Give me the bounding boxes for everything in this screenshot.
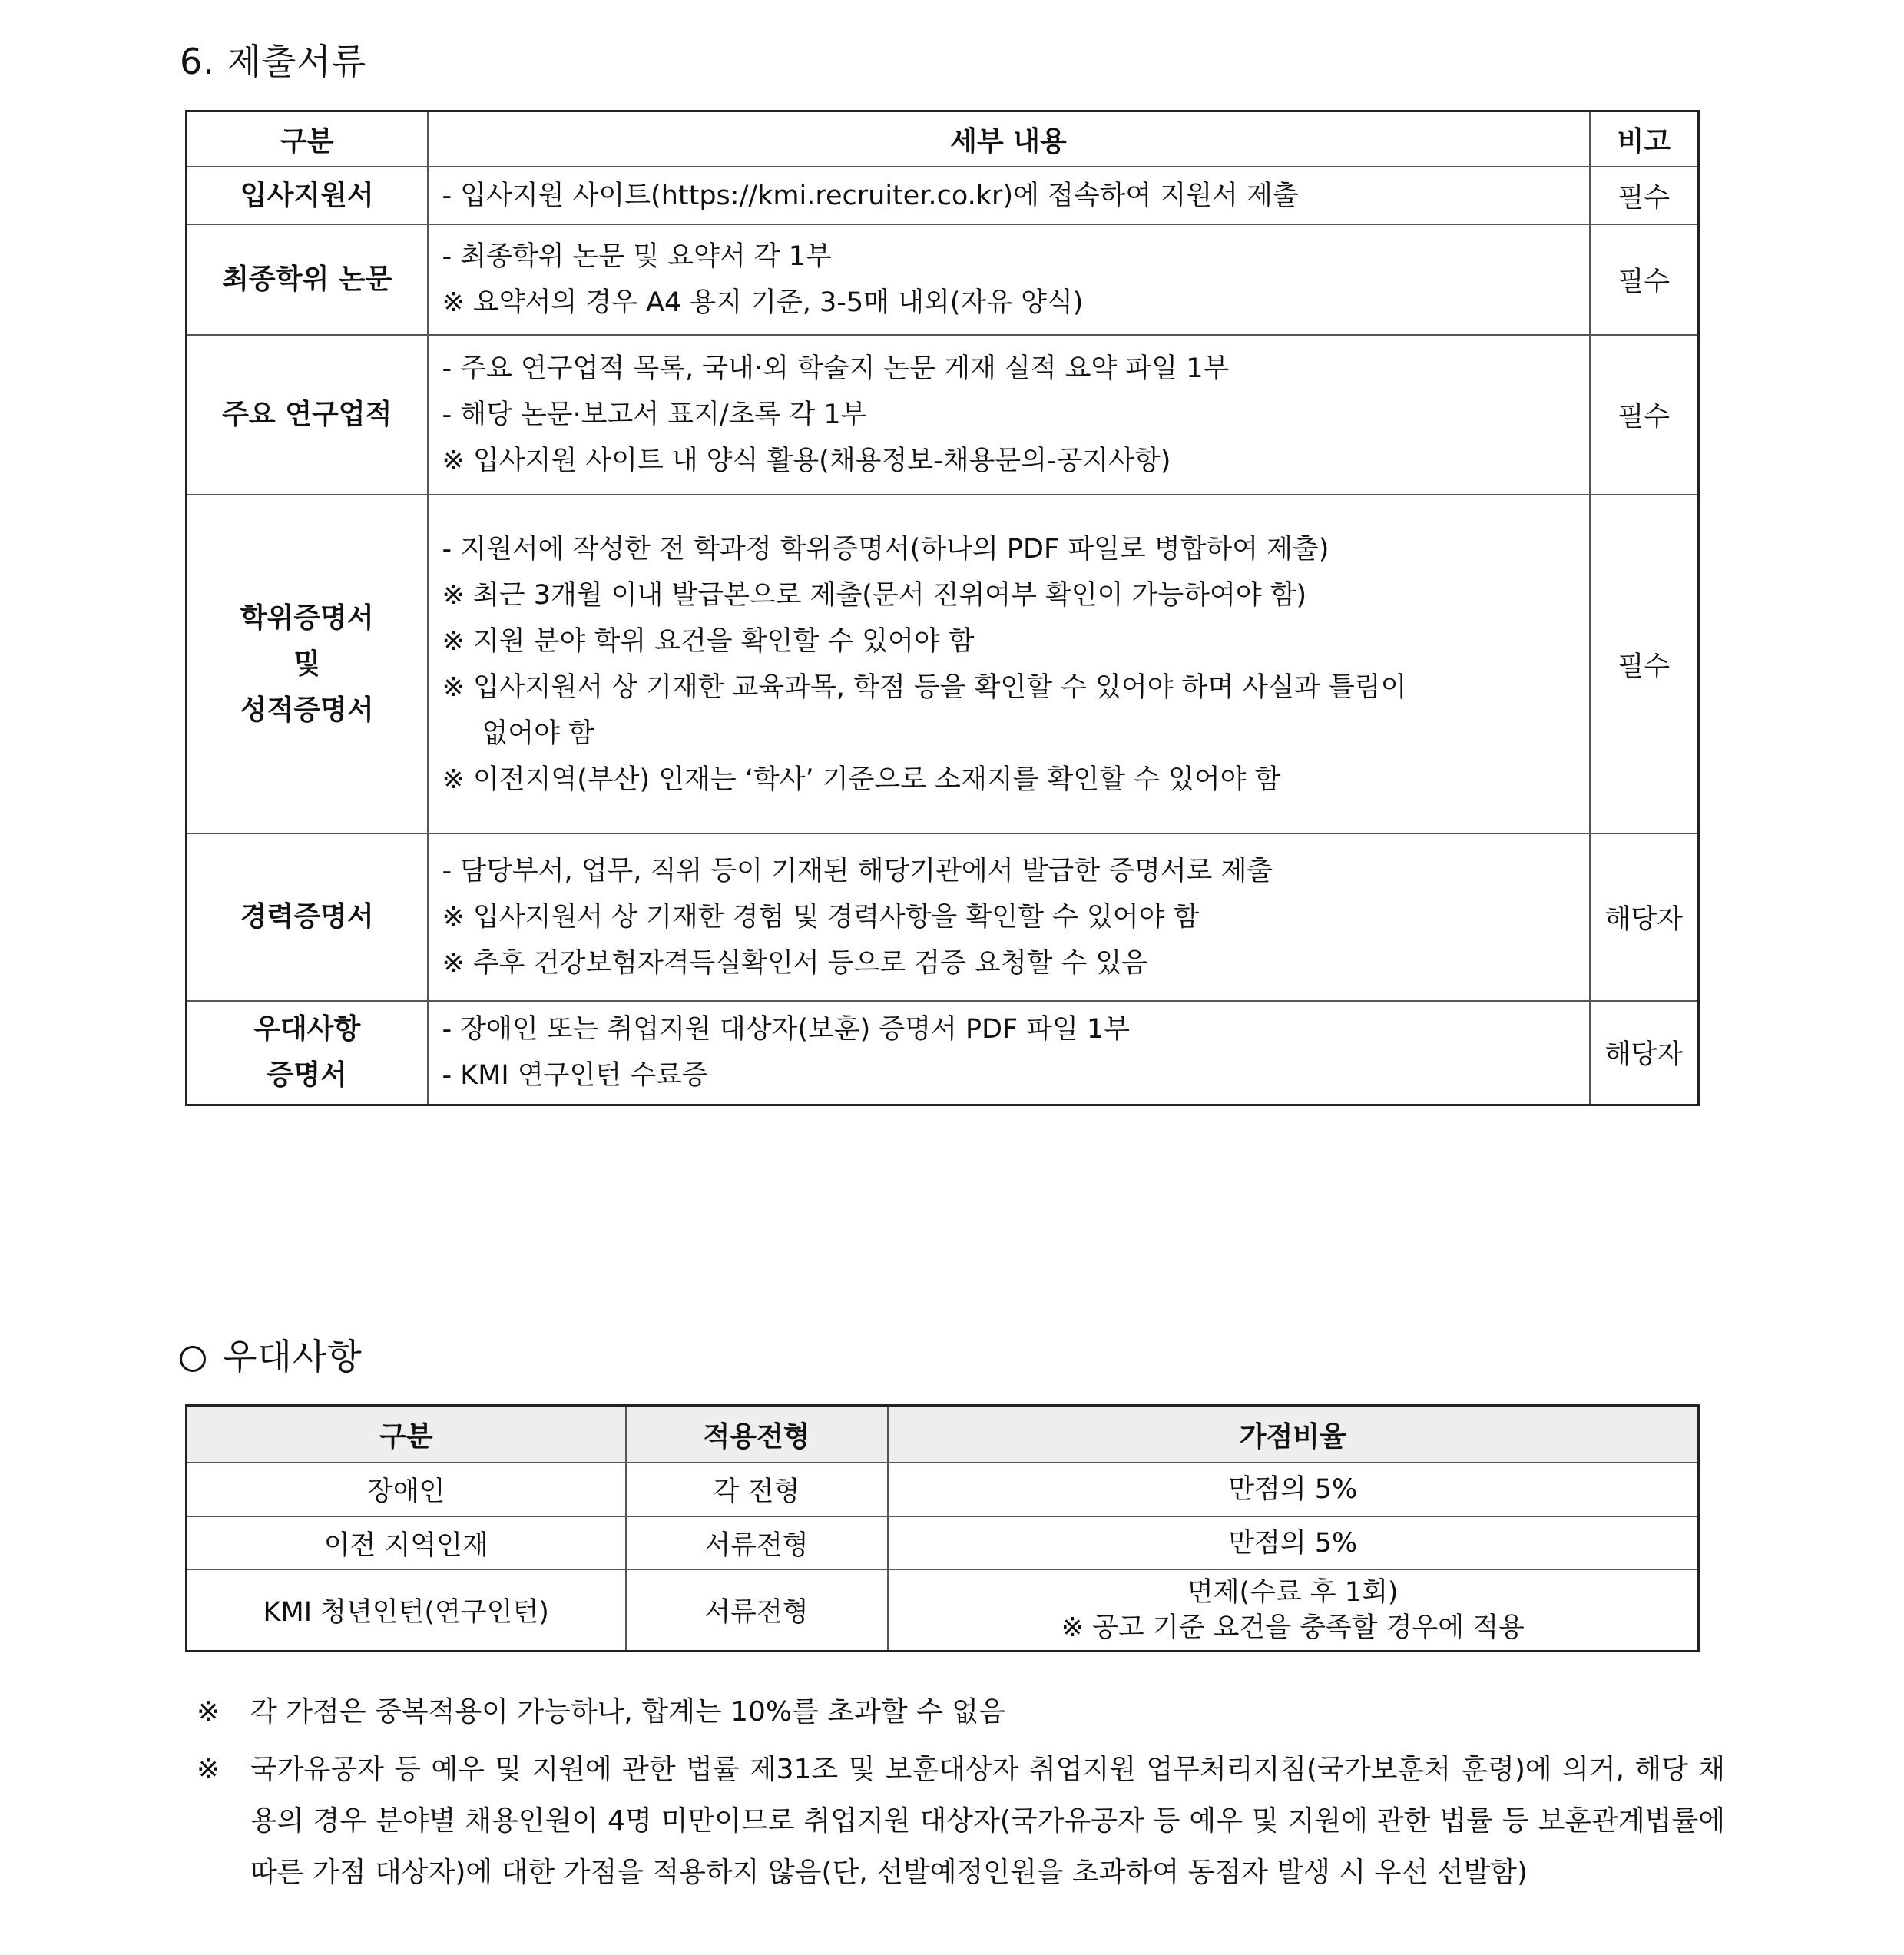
- table-row: [187, 495, 1699, 833]
- row-remark: 필수: [1590, 167, 1699, 224]
- footnote: [197, 1744, 1725, 1898]
- row-label: 주요 연구업적: [187, 335, 428, 495]
- row-remark: 필수: [1590, 224, 1699, 335]
- rate-line: ※ 공고 기준 요건을 충족할 경우에 적용: [1061, 1612, 1525, 1643]
- section-title-documents: 6. 제출서류: [180, 41, 367, 82]
- table-row: [187, 1516, 1699, 1569]
- rate-line: 면제(수료 후 1회): [1187, 1576, 1399, 1608]
- row-details: [428, 167, 1590, 224]
- pref-rate: [888, 1516, 1699, 1569]
- row-label: 입사지원서: [187, 167, 428, 224]
- circle-bullet-icon: [180, 1346, 206, 1372]
- pref-category: 장애인: [187, 1463, 626, 1516]
- label-line: 성적증명서: [240, 694, 374, 726]
- table-row: [187, 833, 1699, 1001]
- detail-line: ※ 최근 3개월 이내 발급본으로 제출(문서 진위여부 확인이 가능하여야 함): [442, 579, 1307, 611]
- footnote-text: 국가유공자 등 예우 및 지원에 관한 법률 제31조 및 보훈대상자 취업지원 업무처리지침(국가보훈처 훈령)에 의거, 해당 채용의 경우 분야별 채용인원이 4명 미만이므로 취업지원 대상자(국가유공자 등 예우 및 지원에 관한 법률 등 보훈관계법률에 따른 가점 대상자)에 대한 가점을 적용하지 않음(단, 선발예정인원을 초과하여 동점자 발생 시 우선 선발함): [250, 1754, 1725, 1888]
- detail-line: ※ 추후 건강보험자격득실확인서 등으로 검증 요청할 수 있음: [442, 948, 1148, 979]
- detail-line: ※ 입사지원서 상 기재한 경험 및 경력사항을 확인할 수 있어야 함: [442, 902, 1200, 933]
- row-label: [187, 1001, 428, 1105]
- detail-line: 없어야 함: [482, 717, 594, 749]
- label-line: 및: [293, 648, 321, 680]
- table-row: [187, 335, 1699, 495]
- row-details: [428, 833, 1590, 1001]
- required-documents-table: [185, 110, 1700, 1106]
- detail-line: - 해당 논문·보고서 표지/초록 각 1부: [442, 399, 867, 430]
- header-category: 구분: [187, 111, 428, 167]
- label-line: 우대사항: [253, 1013, 361, 1045]
- reference-mark-icon: ※: [197, 1696, 220, 1728]
- pref-stage: 서류전형: [626, 1569, 888, 1651]
- label-line: 증명서: [267, 1059, 347, 1092]
- section-title-preferences: [180, 1329, 363, 1380]
- table-row: [187, 1463, 1699, 1516]
- row-remark: 해당자: [1590, 1001, 1699, 1105]
- detail-line: ※ 이전지역(부산) 인재는 ‘학사’ 기준으로 소재지를 확인할 수 있어야 함: [442, 764, 1281, 795]
- header-category: 구분: [187, 1406, 626, 1463]
- row-details: [428, 224, 1590, 335]
- pref-stage: 각 전형: [626, 1463, 888, 1516]
- detail-line: ※ 요약서의 경우 A4 용지 기준, 3-5매 내외(자유 양식): [442, 287, 1084, 318]
- detail-line: - 담당부서, 업무, 직위 등이 기재된 해당기관에서 발급한 증명서로 제출: [442, 856, 1273, 886]
- detail-line: - 장애인 또는 취업지원 대상자(보훈) 증명서 PDF 파일 1부: [442, 1014, 1131, 1045]
- table-row: [187, 167, 1699, 224]
- header-rate: 가점비율: [888, 1406, 1699, 1463]
- row-label: 최종학위 논문: [187, 224, 428, 335]
- row-remark: 필수: [1590, 335, 1699, 495]
- pref-category: 이전 지역인재: [187, 1516, 626, 1569]
- reference-mark-icon: ※: [197, 1754, 220, 1785]
- detail-line: - 최종학위 논문 및 요약서 각 1부: [442, 241, 832, 272]
- pref-rate: [888, 1569, 1699, 1651]
- table-header-row: [187, 1406, 1699, 1463]
- section-title-text: 우대사항: [223, 1336, 363, 1377]
- pref-stage: 서류전형: [626, 1516, 888, 1569]
- row-details: [428, 1001, 1590, 1105]
- detail-line: - 지원서에 작성한 전 학과정 학위증명서(하나의 PDF 파일로 병합하여 제출): [442, 533, 1329, 565]
- preferences-table: [185, 1404, 1700, 1652]
- row-remark: 해당자: [1590, 833, 1699, 1001]
- detail-line: - 주요 연구업적 목록, 국내·외 학술지 논문 게재 실적 요약 파일 1부: [442, 353, 1230, 384]
- label-line: 학위증명서: [240, 601, 374, 634]
- footnote: [197, 1686, 1725, 1738]
- table-row: [187, 224, 1699, 335]
- row-label: [187, 495, 428, 833]
- pref-category: KMI 청년인턴(연구인턴): [187, 1569, 626, 1651]
- pref-rate: [888, 1463, 1699, 1516]
- row-details: [428, 495, 1590, 833]
- table-header-row: [187, 111, 1699, 167]
- header-remarks: 비고: [1590, 111, 1699, 167]
- detail-line: ※ 입사지원 사이트 내 양식 활용(채용정보-채용문의-공지사항): [442, 446, 1171, 476]
- detail-line: - KMI 연구인턴 수료증: [442, 1060, 708, 1092]
- row-label: 경력증명서: [187, 833, 428, 1001]
- table-row: [187, 1001, 1699, 1105]
- row-details: [428, 335, 1590, 495]
- rate-line: 만점의 5%: [1228, 1527, 1358, 1559]
- header-stage: 적용전형: [626, 1406, 888, 1463]
- rate-line: 만점의 5%: [1228, 1474, 1358, 1505]
- row-remark: 필수: [1590, 495, 1699, 833]
- detail-line: ※ 입사지원서 상 기재한 교육과목, 학점 등을 확인할 수 있어야 하며 사실과 틀림이: [442, 671, 1407, 703]
- detail-line: ※ 지원 분야 학위 요건을 확인할 수 있어야 함: [442, 625, 975, 657]
- header-details: 세부 내용: [428, 111, 1590, 167]
- footnote-text: 각 가점은 중복적용이 가능하나, 합계는 10%를 초과할 수 없음: [250, 1696, 1005, 1728]
- table-row: [187, 1569, 1699, 1651]
- detail-line: - 입사지원 사이트(https://kmi.recruiter.co.kr)에 접속하여 지원서 제출: [442, 180, 1299, 211]
